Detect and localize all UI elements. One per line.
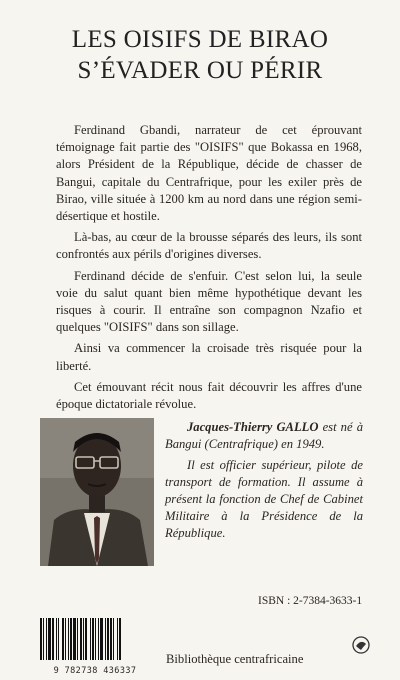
author-portrait [40,418,154,566]
author-bio [165,419,363,546]
blurb-paragraph-3: Ferdinand décide de s'enfuir. C'est selon lui, la seule voie du salut quant bien même hypothétique devant les risques à courir. Il entraîne son compagnon Nzafio et quelques "OISIFS" dans son sillage. [56,268,362,335]
book-title-line-1: LES OISIFS DE BIRAO [71,26,329,53]
blurb-paragraph-2: Là-bas, au cœur de la brousse séparés des leurs, ils sont confrontés aux périls d'origines diverses. [56,230,362,262]
publisher-name: Bibliothèque centrafricaine [166,652,304,666]
blurb-paragraph-5: Cet émouvant récit nous fait découvrir les affres d'une époque dictatoriale révolue. [56,379,362,412]
author-name: Jacques-Thierry GALLO est né à Bangui (Centrafrique) en 1949. [165,420,363,451]
author-bio-line-1: est né à Bangui (Centrafrique) en 1949. [165,420,363,451]
isbn-text: ISBN : 2-7384-3633-1 [258,595,363,607]
publisher-logo-icon [352,636,370,654]
barcode [38,618,152,676]
barcode-number: 9 782738 436337 [53,666,137,676]
back-cover-blurb [56,122,362,417]
book-title-line-2: S’ÉVADER OU PÉRIR [77,57,323,84]
author-bio-line-2: Il est officier supérieur, pilote de transport de formation. Il assume à présent la fonction de Chef de Cabinet Militaire à la Présidence de la République. [165,458,363,540]
blurb-paragraph-1: Ferdinand Gbandi, narrateur de cet éprouvant témoignage fait partie des "OISIFS" que Bokassa en 1968, alors Président de la République, décide de chasser de Bangui, capitale du Centrafrique, pour les exiler près de Birao, ville située à 1200 km au nord dans une région semi-désertique et hostile. [56,123,362,224]
blurb-paragraph-4: Ainsi va commencer la croisade très risquée pour la liberté. [56,341,362,373]
